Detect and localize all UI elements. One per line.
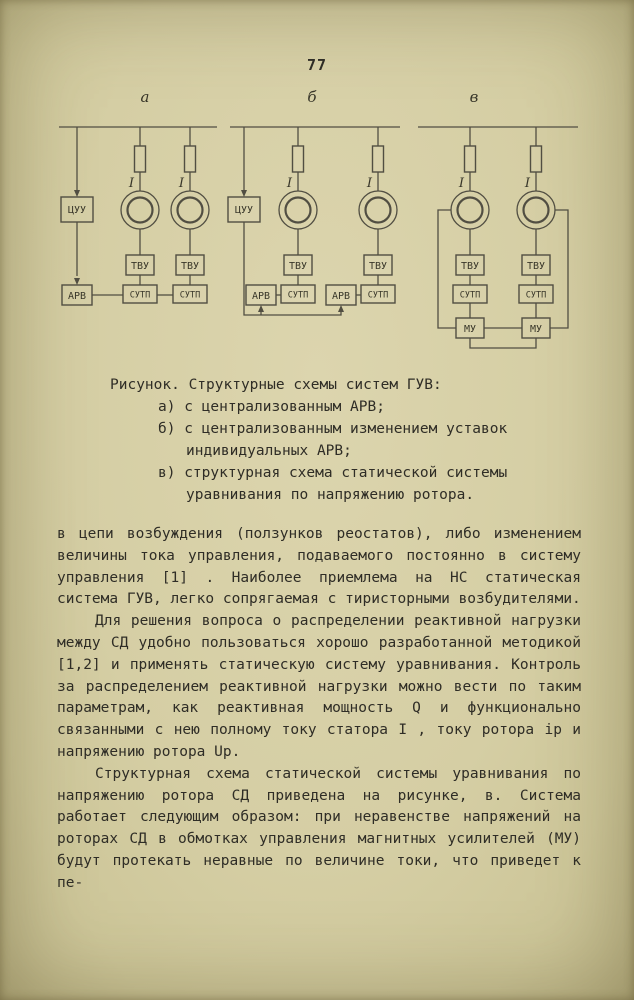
breaker-symbol bbox=[373, 146, 384, 172]
diagram-a-label: а bbox=[140, 88, 150, 106]
tvu-box-label: ТВУ bbox=[368, 261, 388, 272]
machine-current-label: I bbox=[458, 176, 464, 191]
figure-caption bbox=[110, 374, 580, 506]
caption-item-a: а) с централизованным АРВ; bbox=[158, 399, 385, 415]
sutp-box-label: СУТП bbox=[367, 290, 389, 301]
machine-current-label: I bbox=[178, 176, 184, 191]
breaker-symbol bbox=[531, 146, 542, 172]
diagram-v bbox=[412, 88, 584, 360]
cuu-box-label: ЦУУ bbox=[67, 205, 87, 216]
body-paragraph-2: Для решения вопроса о распределении реактивной нагрузки между СД удобно пользоваться хорошо разработанной методикой [1,2] и применять статическую систему уравнивания. Контроль за распределением реактивной нагрузки можно вести по таким параметрам, как реактивная мощность Q и функционально связанными с нею полному току статора I , току ротора iр и напряжению ротора Uр. bbox=[57, 613, 581, 760]
caption-item-b: б) с централизованным изменением уставок bbox=[158, 421, 508, 437]
machine-column bbox=[279, 127, 317, 303]
breaker-symbol bbox=[185, 146, 196, 172]
body-paragraph-3: Структурная схема статической системы уравнивания по напряжению ротора СД приведена на рисунке, в. Система работает следующим образом: при неравенстве напряжений на роторах СД в обмотках управления магнитных усилителей (МУ) будут протекать неравные по величине токи, что приведет к пе- bbox=[57, 765, 581, 891]
tvu-box-label: ТВУ bbox=[180, 261, 200, 272]
machine-column bbox=[171, 127, 209, 303]
machine-column bbox=[451, 127, 489, 338]
body-text bbox=[57, 524, 581, 895]
machine-current-label: I bbox=[524, 176, 530, 191]
machine-column bbox=[517, 127, 555, 338]
caption-item-v: в) структурная схема статической системы bbox=[158, 465, 508, 481]
arv-box-label: АРВ bbox=[251, 291, 271, 302]
diagram-b-label: б bbox=[307, 88, 317, 106]
machine-column bbox=[359, 127, 397, 303]
sutp-box-label: СУТП bbox=[525, 290, 547, 301]
arv-box-label: АРВ bbox=[67, 291, 87, 302]
tvu-box-label: ТВУ bbox=[460, 261, 480, 272]
sutp-box-label: СУТП bbox=[129, 290, 151, 301]
caption-item-v-cont: уравнивания по напряжению ротора. bbox=[186, 487, 475, 503]
mu-box-label: МУ bbox=[463, 324, 477, 335]
sutp-box-label: СУТП bbox=[287, 290, 309, 301]
machine-current-label: I bbox=[286, 176, 292, 191]
body-paragraph-1: в цепи возбуждения (ползунков реостатов), либо изменением величины тока управления, подаваемого постоянно в систему управления [1] . Наиболее приемлема на НС статическая система ГУВ, легко сопрягаемая с тиристорными возбудителями. bbox=[57, 526, 581, 608]
cuu-box-label: ЦУУ bbox=[234, 205, 254, 216]
machine-column bbox=[121, 127, 159, 303]
breaker-symbol bbox=[135, 146, 146, 172]
caption-title: Рисунок. Структурные схемы систем ГУВ: bbox=[110, 377, 442, 393]
tvu-box-label: ТВУ bbox=[130, 261, 150, 272]
diagram-a bbox=[55, 88, 230, 360]
caption-item-b-cont: индивидуальных АРВ; bbox=[186, 443, 352, 459]
machine-current-label: I bbox=[128, 176, 134, 191]
sutp-box-label: СУТП bbox=[179, 290, 201, 301]
figure-diagrams bbox=[0, 88, 634, 360]
diagram-b bbox=[226, 88, 408, 360]
machine-current-label: I bbox=[366, 176, 372, 191]
sutp-box-label: СУТП bbox=[459, 290, 481, 301]
breaker-symbol bbox=[293, 146, 304, 172]
tvu-box-label: ТВУ bbox=[288, 261, 308, 272]
tvu-box-label: ТВУ bbox=[526, 261, 546, 272]
breaker-symbol bbox=[465, 146, 476, 172]
mu-box-label: МУ bbox=[529, 324, 543, 335]
diagram-v-label: в bbox=[469, 88, 479, 106]
arv-box-label: АРВ bbox=[331, 291, 351, 302]
page-number: 77 bbox=[306, 56, 328, 74]
